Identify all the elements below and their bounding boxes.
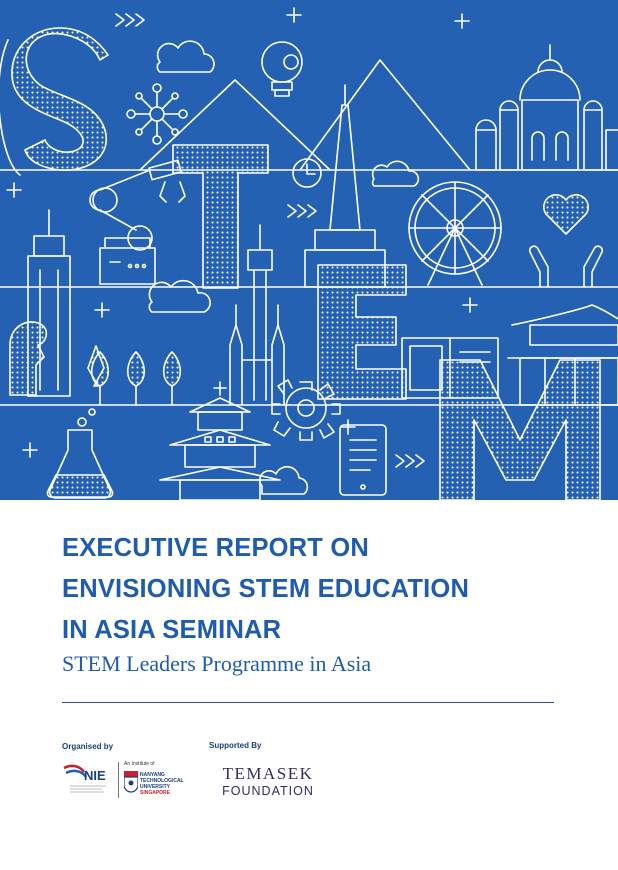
cloud-icon (373, 161, 419, 186)
tablet-icon (340, 425, 386, 495)
ntu-name-line-4: SINGAPORE (140, 790, 171, 796)
nie-logo (62, 760, 114, 798)
organised-by-label: Organised by (62, 742, 114, 751)
institute-of-label: An Institute of (124, 761, 155, 767)
foundation-wordmark: FOUNDATION (222, 784, 314, 798)
lightbulb-icon (262, 42, 302, 96)
ferris-wheel-icon (409, 182, 501, 285)
letter-e-shape (318, 265, 406, 399)
supported-by-label: Supported By (209, 741, 262, 750)
nie-wordmark: NIE (84, 768, 106, 783)
report-title-line-2: ENVISIONING STEM EDUCATION (62, 575, 470, 603)
temasek-wordmark: TEMASEK (222, 764, 314, 783)
report-title-line-1: EXECUTIVE REPORT ON (62, 534, 370, 562)
ntu-wordmark (140, 772, 184, 796)
cloud-icon (157, 41, 214, 72)
tree-icons (88, 346, 180, 405)
heart-hands-icon (530, 195, 603, 287)
ntu-crest-icon (124, 771, 138, 793)
mosque-icon (476, 45, 618, 170)
ntu-name-line-1: NANYANG (140, 772, 165, 778)
logo-divider (118, 762, 119, 798)
robot-arm-icon (90, 160, 185, 284)
twin-towers-icon (230, 305, 284, 405)
pagoda-icon (160, 382, 280, 500)
report-subtitle: STEM Leaders Programme in Asia (62, 651, 372, 676)
report-title-line-3: IN ASIA SEMINAR (62, 616, 282, 644)
report-title-block (62, 528, 562, 677)
cloud-icon (149, 281, 210, 312)
letter-t-shape (173, 145, 268, 288)
ntu-name-line-2: TECHNOLOGICAL (140, 778, 184, 784)
tv-tower-icon (248, 225, 272, 400)
flask-icon (47, 409, 112, 498)
clock-icon (293, 159, 321, 187)
ntu-name-line-3: UNIVERSITY (140, 784, 171, 790)
temasek-foundation-logo (212, 765, 324, 799)
letter-s-shape (12, 28, 108, 170)
divider-line (62, 702, 554, 703)
merlion-icon (10, 322, 46, 395)
